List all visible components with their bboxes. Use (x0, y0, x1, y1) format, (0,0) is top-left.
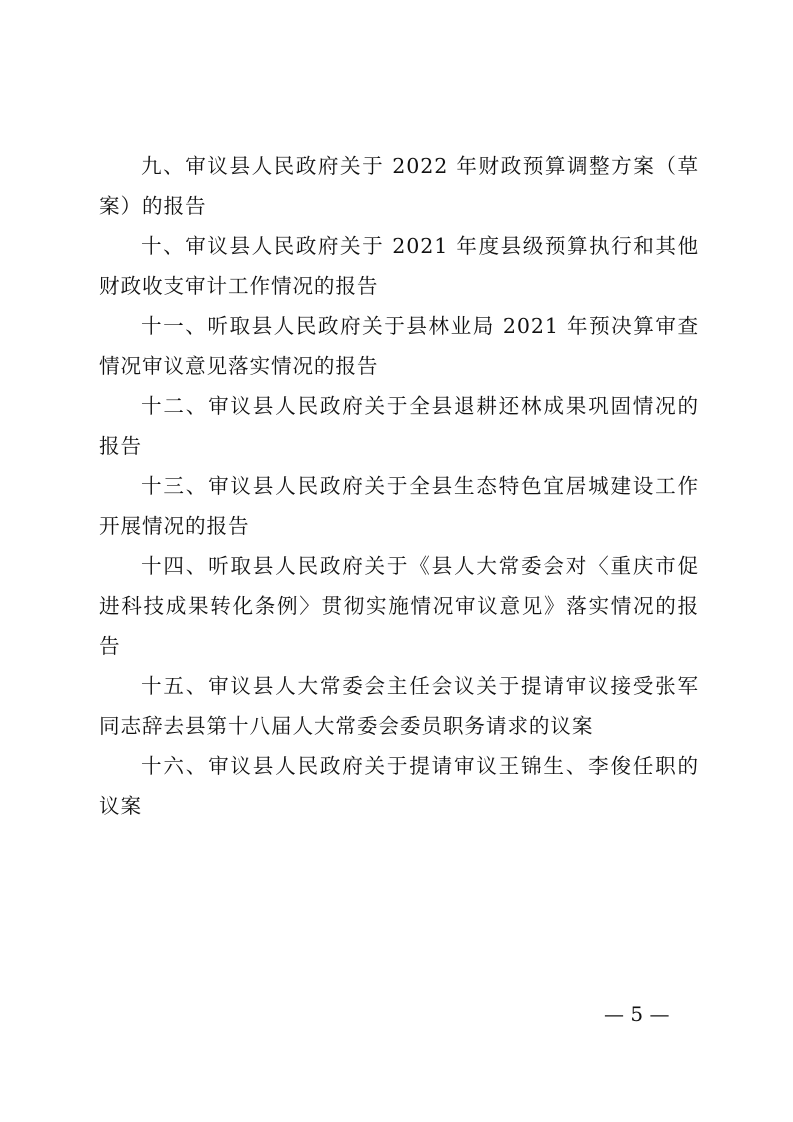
agenda-item-11: 十一、听取县人民政府关于县林业局 2021 年预决算审查情况审议意见落实情况的报告 (99, 314, 699, 378)
agenda-item-12: 十二、审议县人民政府关于全县退耕还林成果巩固情况的报告 (99, 394, 699, 458)
agenda-item-10: 十、审议县人民政府关于 2021 年度县级预算执行和其他财政收支审计工作情况的报告 (99, 234, 699, 298)
agenda-item-15: 十五、审议县人大常委会主任会议关于提请审议接受张军同志辞去县第十八届人大常委会委员职务请求的议案 (99, 674, 699, 738)
agenda-item-16: 十六、审议县人民政府关于提请审议王锦生、李俊任职的议案 (99, 754, 699, 818)
agenda-item-14: 十四、听取县人民政府关于《县人大常委会对〈重庆市促进科技成果转化条例〉贯彻实施情况审议意见》落实情况的报告 (99, 554, 699, 658)
agenda-list (99, 146, 699, 826)
agenda-item-9: 九、审议县人民政府关于 2022 年财政预算调整方案（草案）的报告 (99, 154, 699, 218)
page-number: — 5 — (604, 1002, 670, 1026)
agenda-item-13: 十三、审议县人民政府关于全县生态特色宜居城建设工作开展情况的报告 (99, 474, 699, 538)
